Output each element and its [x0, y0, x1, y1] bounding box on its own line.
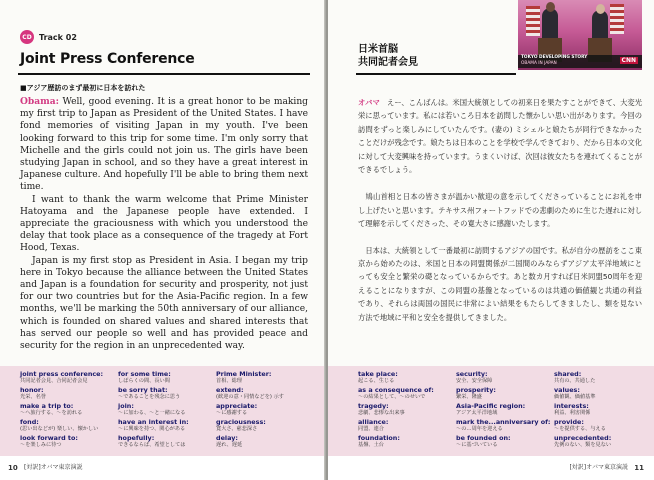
vocab-item [216, 386, 314, 401]
vocab-term: graciousness: [216, 418, 266, 426]
vocabulary-box [0, 366, 326, 456]
vocab-column [554, 370, 652, 456]
japanese-title [358, 43, 418, 69]
ticker-text: TOKYO [521, 55, 538, 60]
vocab-term: look forward to: [20, 434, 78, 442]
vocab-term: as a consequence of: [358, 386, 434, 394]
vocab-definition: 価値観、価値基準 [554, 394, 596, 400]
paragraph-text: 鳩山首相と日本の皆さまが温かい歓迎の意を示してくださっていることにお礼を申し上げたいと思います。テキサス州フォートフッドでの悲劇のために生じた遅れに対して理解を示してくださった、その寛大さに感謝いたします。 [358, 192, 643, 229]
vocab-definition: 〜であることを残念に思う [118, 394, 181, 400]
vocab-item [358, 402, 456, 417]
vocab-item [358, 386, 456, 401]
english-transcript [20, 96, 308, 352]
vocab-item [20, 370, 118, 385]
vocab-definition: 寛大さ、慈悲深さ [216, 426, 258, 432]
vocab-item [118, 370, 216, 385]
cd-icon: CD [20, 30, 34, 44]
vocab-term: have an interest in: [118, 418, 189, 426]
vocab-item [118, 434, 216, 449]
vocab-item [216, 402, 314, 417]
japanese-title-line: 日米首脳 [358, 44, 398, 55]
vocab-item [216, 370, 314, 385]
vocab-term: tragedy: [358, 402, 389, 410]
vocab-item [554, 434, 652, 449]
flag-icon [610, 4, 624, 34]
flag-icon [526, 6, 540, 36]
vocab-definition: 〜に興味を持つ、関心がある [118, 426, 186, 432]
vocab-term: Prime Minister: [216, 370, 272, 378]
vocab-definition: しばらくの間、長い間 [118, 378, 170, 384]
track-label: Track 02 [39, 32, 77, 42]
title-rule [18, 73, 310, 75]
vocab-item [554, 370, 652, 385]
vocab-definition: 〜を提供する、与える [554, 426, 606, 432]
vocab-column [216, 370, 314, 456]
vocab-definition: (歓迎の意・同情などを) 示す [216, 394, 284, 400]
vocab-item [20, 418, 118, 433]
vocab-term: extend: [216, 386, 244, 394]
vocab-definition: 悲劇、悲惨な出来事 [358, 410, 405, 416]
page-footer [0, 456, 326, 480]
title-rule [356, 73, 516, 75]
page-footer [328, 456, 654, 480]
paragraph-text: えー、こんばんは。米国大統領としての初来日を果たすことができて、大変光栄に思っています。私には若いころ日本を訪問した懐かしい思い出があります。今回の訪問をずっと楽しみにしていたんです。(妻の) ミシェルと娘たちが同行できなかったことだけが残念です。娘たちは日本のことを学校で学んできており、だから日本の文化に対して大変興味を持っています。うまくいけば、次回は彼女たちを連れてくることができるでしょう。 [358, 98, 642, 175]
vocab-definition: (思い出などが) 楽しい、懐かしい [20, 426, 99, 432]
vocab-term: Asia-Pacific region: [456, 402, 526, 410]
vocab-definition: 〜へ旅行する、〜を訪れる [20, 410, 83, 416]
vocab-term: delay: [216, 434, 238, 442]
vocab-item [456, 402, 554, 417]
vocab-item [118, 402, 216, 417]
vocab-column [358, 370, 456, 456]
section-subhead: ■アジア歴訪のまず最初に日本を訪れた [20, 84, 146, 92]
vocab-item [456, 418, 554, 433]
vocab-definition: アジア太平洋地域 [456, 410, 498, 416]
vocab-term: alliance: [358, 418, 389, 426]
paragraph-text: Well, good evening. It is a great honor to be making my first trip to Japan as President of the United States. I have fond memories of visiting Japan in my youth. I've been looking forward to this trip for some time. I'm only sorry that Michelle and the girls could not join us. The girls have been studying Japan in school, and so they have a great interest in Japanese culture. And hopefully I'll be able to bring them next time. [20, 97, 308, 193]
paragraph [358, 190, 642, 230]
vocab-item [118, 418, 216, 433]
vocab-term: honor: [20, 386, 44, 394]
vocab-term: take place: [358, 370, 398, 378]
vocab-term: values: [554, 386, 580, 394]
vocab-item [118, 386, 216, 401]
vocab-definition: 光栄、名誉 [20, 394, 46, 400]
page-number: 11 [634, 464, 644, 472]
speaker-label: オバマ [358, 98, 380, 107]
japanese-translation [358, 96, 642, 337]
page-number: 10 [8, 464, 18, 472]
vocab-definition: 起こる、生じる [358, 378, 395, 384]
track-header [20, 30, 77, 44]
vocab-term: interests: [554, 402, 589, 410]
vocab-term: mark the...anniversary of: [456, 418, 551, 426]
vocab-term: unprecedented: [554, 434, 612, 442]
vocab-column [118, 370, 216, 456]
vocab-definition: 繁栄、隆盛 [456, 394, 482, 400]
vocab-definition: 〜の…周年を迎える [456, 426, 503, 432]
speaker-label: Obama: [20, 96, 60, 107]
vocab-definition: 利益、利害関係 [554, 410, 591, 416]
vocab-item [358, 370, 456, 385]
ticker-headline: OBAMA IN JAPAN [521, 61, 557, 66]
vocab-definition: 〜に感謝する [216, 410, 248, 416]
vocab-definition: 〜を楽しみに待つ [20, 442, 62, 448]
vocab-term: shared: [554, 370, 582, 378]
paragraph [358, 96, 642, 176]
vocab-term: hopefully: [118, 434, 155, 442]
vocab-definition: 同盟、連合 [358, 426, 384, 432]
paragraph [358, 244, 642, 324]
vocab-item [456, 434, 554, 449]
vocab-term: be founded on: [456, 434, 511, 442]
vocab-definition: 〜の結果として、〜のせいで [358, 394, 426, 400]
vocab-definition: 〜に基づいている [456, 442, 498, 448]
vocab-item [554, 418, 652, 433]
footer-text: [対訳]オバマ東京演説 [569, 464, 628, 471]
page-title: Joint Press Conference [20, 51, 195, 67]
paragraph: Japan is my first stop as President in Asia. I began my trip here in Tokyo because the alliance between the United States and Japan is a foundation for security and prosperity, not just for our two countries but for the Asia-Pacific region. In a few months, we'll be marking the 50th anniversary of our alliance, which is founded on shared values and shared interests that has served our people so well and has provided peace and security for the region in an unprecedented way. [20, 255, 308, 352]
vocab-item [20, 386, 118, 401]
vocab-item [358, 434, 456, 449]
vocab-item [20, 434, 118, 449]
vocab-term: provide: [554, 418, 584, 426]
footer-text: [対訳]オバマ東京演説 [24, 464, 83, 471]
paragraph: I want to thank the warm welcome that Prime Minister Hatoyama and the Japanese people have extended. I appreciate the graciousness with which you understood the delay that took place as a consequence of the tragedy at Fort Hood, Texas. [20, 194, 308, 254]
vocab-column [456, 370, 554, 456]
paragraph-text: 日本は、大統領として一番最初に訪問するアジアの国です。私が自分の歴訪をここ東京から始めたのは、米国と日本の同盟関係が二国間のみならずアジア太平洋地域にとっても安全と繁栄の礎となっているからです。あと数カ月すれば日米同盟50周年を迎えることになりますが、この同盟の基盤となっているのは共通の価値観と共通の利益であり、それらは両国の国民に非常によい結果をもたらしてきましたし、類を見ない方法で地域に平和と安全を提供してきました。 [358, 245, 643, 322]
vocabulary-box [328, 366, 654, 456]
vocab-item [358, 418, 456, 433]
vocab-term: be sorry that: [118, 386, 168, 394]
vocab-term: fond: [20, 418, 39, 426]
vocab-term: appreciate: [216, 402, 258, 410]
vocab-definition: できるならば、希望としては [118, 442, 186, 448]
vocab-item [456, 370, 554, 385]
press-conference-photo [518, 0, 642, 70]
vocab-definition: 基盤、土台 [358, 442, 384, 448]
vocab-column [20, 370, 118, 456]
vocab-item [216, 434, 314, 449]
vocab-item [554, 386, 652, 401]
vocab-definition: 共有の、共通した [554, 378, 596, 384]
ticker-text: DEVELOPING STORY [539, 55, 588, 60]
left-page [0, 0, 326, 480]
vocab-term: prosperity: [456, 386, 496, 394]
network-logo: CNN [621, 57, 636, 64]
vocab-definition: 先例のない、類を見ない [554, 442, 612, 448]
paragraph [20, 96, 308, 194]
vocab-item [456, 386, 554, 401]
vocab-item [554, 402, 652, 417]
vocab-term: for some time: [118, 370, 171, 378]
vocab-term: join: [118, 402, 134, 410]
vocab-term: make a trip to: [20, 402, 74, 410]
vocab-term: foundation: [358, 434, 400, 442]
news-ticker [518, 55, 642, 68]
japanese-title-line: 共同記者会見 [358, 57, 418, 68]
right-page [328, 0, 654, 480]
vocab-item [216, 418, 314, 433]
vocab-term: joint press conference: [20, 370, 104, 378]
vocab-item [20, 402, 118, 417]
vocab-definition: 安全、安全保障 [456, 378, 493, 384]
vocab-definition: 〜に加わる、〜と一緒になる [118, 410, 186, 416]
vocab-term: security: [456, 370, 488, 378]
vocab-definition: 首相、総理 [216, 378, 242, 384]
vocab-definition: 共同記者会見、合同記者会見 [20, 378, 88, 384]
vocab-definition: 遅れ、遅延 [216, 442, 243, 448]
